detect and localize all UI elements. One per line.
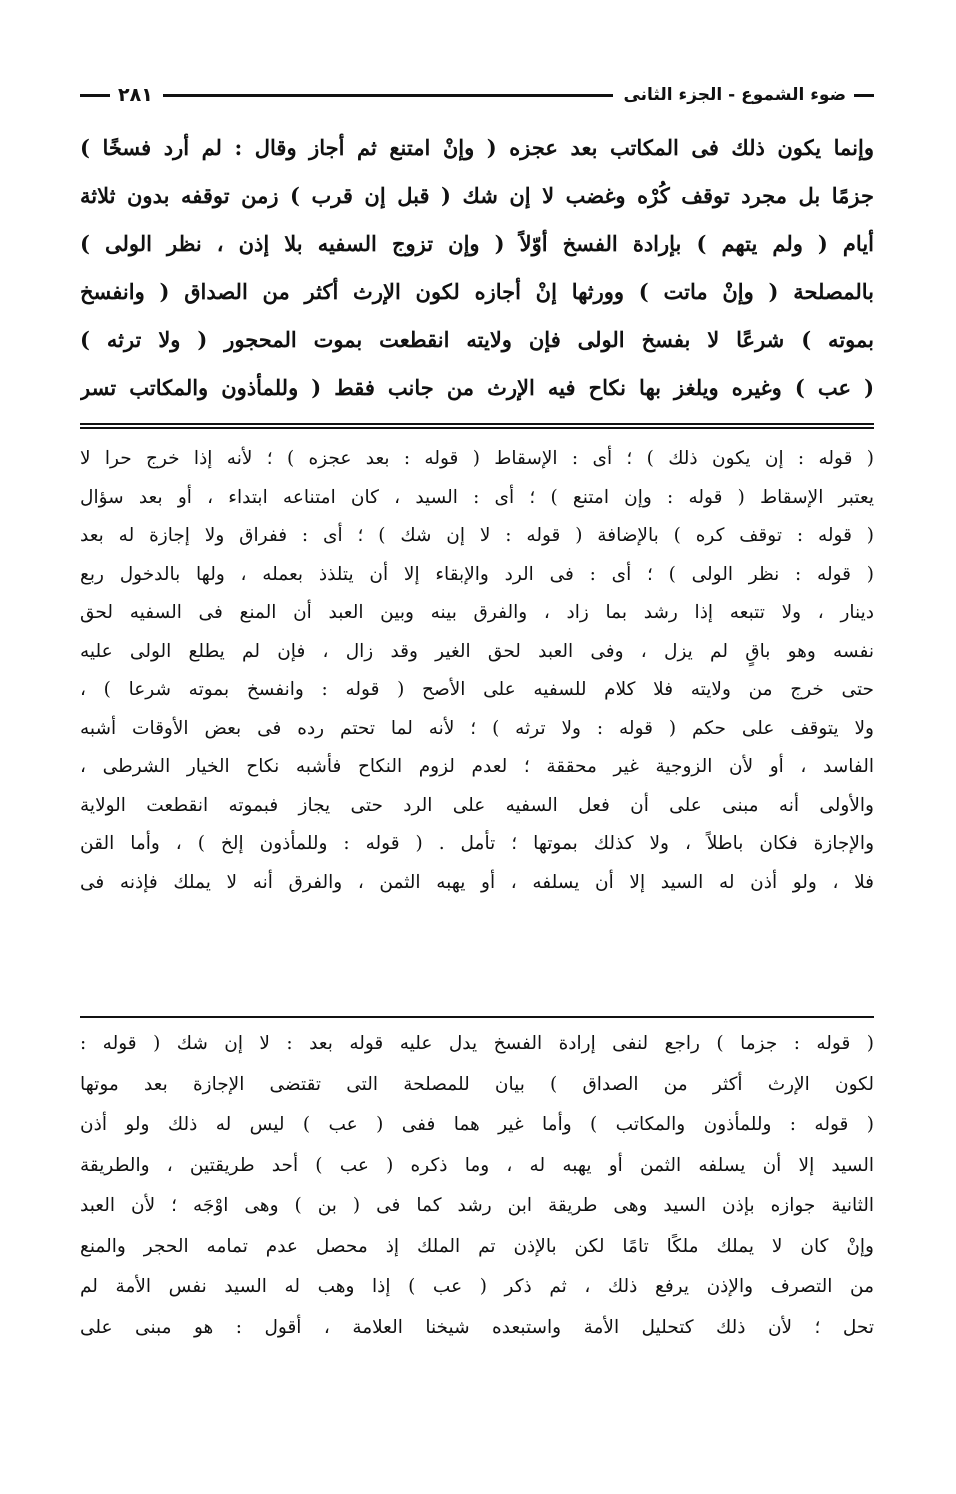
commentary-line: فلا ، ولو أذن له السيد إلا أن يسلفه ، أو يهبه الثمن ، والفرق أنه لا يملك فإذنه فى bbox=[80, 871, 874, 893]
main-text bbox=[80, 124, 874, 412]
commentary-line: ( قوله : نظر الولى ) ؛ أى : فى الرد والإبقاء إلا أن يتلذذ بعمله ، ولها بالدخول ربع bbox=[80, 563, 874, 585]
commentary-line: الفاسد ، أو لأن الزوجية غير محققة ؛ لعدم لزوم النكاح فأشبه نكاح الخيار الشرطى ، bbox=[80, 756, 874, 777]
commentary-line: حتى خرج من ولايته فلا كلام للسفيه على الأصح ( قوله : وانفسخ بموته شرعا ) ، bbox=[80, 679, 874, 700]
main-text-line: بالمصلحة ( وإنْ ماتت ) وورثها إنْ أجازه لكون الإرث أكثر من الصداق ( وانفسخ bbox=[80, 279, 874, 304]
footnote-line: وإنْ كان لا يملك ملكًا تامًا لكن بالإذن تم الملك إذ محصل عدم تمامه الحجر والمنع bbox=[80, 1235, 874, 1257]
commentary-line: ( قوله : توقف كره ) بالإضافة ( قوله : لا إن شك ) ؛ أى : ففراق ولا إجازة له بعد bbox=[80, 525, 874, 546]
footnote-line: الثانية جوازه بإذن السيد وهى طريقة ابن رشد كما فى ( بن ) وهى اوْجَه ؛ لأن العبد bbox=[80, 1195, 874, 1216]
commentary-line: يعتبر الإسقاط ( قوله : وإن امتنع ) ؛ أى : السيد ، كان امتناعه ابتداء ، أو بعد سؤال bbox=[80, 486, 874, 508]
header-tail-rule bbox=[80, 94, 110, 97]
main-text-line: أيام ( ولم يتهم ) بإرادة الفسخ أوّلاً ( وإن تزوج السفيه بلا إذن ، نظر الولى ) bbox=[80, 231, 874, 256]
running-header bbox=[80, 80, 874, 110]
main-text-line: بموته ) شرعًا لا بفسخ الولى فإن ولايته انقطعت بموت المحجور ( ولا ترثه ) bbox=[80, 327, 874, 352]
footnote-line: لكون الإرث أكثر من الصداق ) بيان للمصلحة التى تقتضى الإجازة بعد موتها bbox=[80, 1073, 874, 1095]
book-title: ضوء الشموع - الجزء الثانى bbox=[623, 85, 846, 105]
footnote-line: من التصرف والإذن يرفع ذلك ، ثم ذكر ( عب ) إذا وهب له السيد نفس الأمة لم bbox=[80, 1276, 874, 1297]
footnotes bbox=[80, 1024, 874, 1348]
footnote-line: تحل ؛ لأن ذلك كتحليل الأمة واستبعده شيخنا العلامة ، أقول : هو مبنى على bbox=[80, 1316, 874, 1338]
footnote-line: السيد إلا أن يسلفه الثمن أو يهبه له ، وما ذكره ( عب ) أحد طريقتين ، والطريقة bbox=[80, 1154, 874, 1176]
section-divider-single bbox=[80, 1016, 874, 1018]
header-lead-rule bbox=[854, 94, 874, 97]
commentary-line: والأولى أنه مبنى على أن فعل السفيه على الرد حتى يجاز فبموته انقطعت الولاية bbox=[80, 794, 874, 816]
commentary-line: ولا يتوقف على حكم ( قوله : ولا ترثه ) ؛ لأنه لما تحتم رده فى بعض الأوقات أشبه bbox=[80, 717, 874, 739]
main-text-line: وإنما يكون ذلك فى المكاتب بعد عجزه ( وإنْ امتنع ثم أجاز وقال : لم أرد فسخًا ) bbox=[80, 135, 874, 160]
commentary-line: والإجازة فكان باطلاً ، ولا كذلك بموتها ؛ تأمل . ( قوله : وللمأذون إلخ ) ، وأما القن bbox=[80, 833, 874, 854]
page-number: ٢٨١ bbox=[118, 84, 153, 106]
main-text-line: جزمًا بل مجرد توقف كُرْه وغضب لا إن شك ( قبل إن قرب ) زمن توقفه بدون ثلاثة bbox=[80, 183, 874, 208]
commentary bbox=[80, 440, 874, 902]
commentary-line: دينار ، ولا تتبعه إذا رشد بما زاد ، والفرق بينه وبين العبد أن المنع فى السفيه لحق bbox=[80, 602, 874, 623]
header-rule bbox=[163, 94, 614, 97]
section-divider-double bbox=[80, 423, 874, 429]
footnote-line: ( قوله : وللمأذون والمكاتب ) وأما غير هما ففى ( عب ) ليس له ذلك ولو أذن bbox=[80, 1114, 874, 1135]
commentary-line: نفسه وهو باقٍ لم يزل ، وفى العبد لحق الغير وقد زال ، فإن لم يطلع الولى عليه bbox=[80, 640, 874, 662]
main-text-line: ( عب ) وغيره ويلغز بها نكاح فيه الإرث من جانب فقط ( وللمأذون والمكاتب تسر bbox=[80, 375, 874, 400]
commentary-line: ( قوله : إن يكون ذلك ) ؛ أى : الإسقاط ( قوله : بعد عجزه ) ؛ لأنه إذا خرج حرا لا bbox=[80, 448, 874, 469]
footnote-line: ( قوله : جزما ) راجع لنفى إرادة الفسخ يدل عليه قوله بعد : لا إن شك ( قوله : bbox=[80, 1033, 874, 1054]
